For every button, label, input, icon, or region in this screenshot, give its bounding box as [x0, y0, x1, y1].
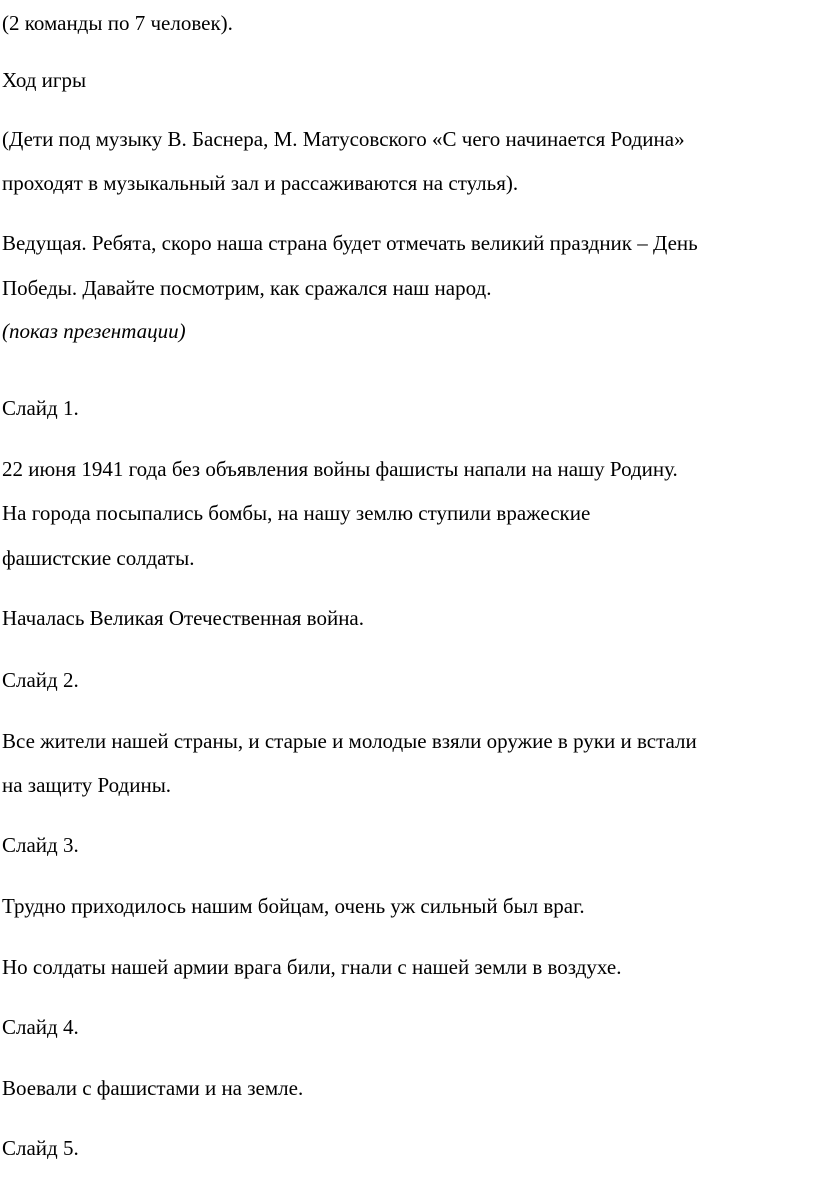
presentation-note: (показ презентации) [2, 319, 186, 343]
slide-1-text-line-3: фашистские солдаты. [2, 546, 195, 570]
slide-1-text-line-2: На города посыпались бомбы, на нашу землю ступили вражеские [2, 501, 591, 525]
slide-2-heading: Слайд 2. [2, 668, 79, 692]
slide-5-heading: Слайд 5. [2, 1136, 79, 1160]
stage-direction-line-2: проходят в музыкальный зал и рассаживаются на стулья). [2, 171, 519, 195]
slide-3-text-line-1: Трудно приходилось нашим бойцам, очень уж сильный был враг. [2, 894, 585, 918]
slide-4-text-line-1: Воевали с фашистами и на земле. [2, 1076, 304, 1100]
teams-note: (2 команды по 7 человек). [2, 11, 233, 35]
slide-1-text-line-4: Началась Великая Отечественная война. [2, 606, 365, 630]
slide-2-text-line-2: на защиту Родины. [2, 773, 172, 797]
stage-direction-line-1: (Дети под музыку В. Баснера, М. Матусовского «С чего начинается Родина» [2, 127, 685, 151]
slide-2-text-line-1: Все жители нашей страны, и старые и молодые взяли оружие в руки и встали [2, 729, 697, 753]
slide-4-heading: Слайд 4. [2, 1015, 79, 1039]
slide-3-text-line-2: Но солдаты нашей армии врага били, гнали с нашей земли в воздухе. [2, 955, 622, 979]
slide-1-text-line-1: 22 июня 1941 года без объявления войны фашисты напали на нашу Родину. [2, 457, 678, 481]
section-heading-game-course: Ход игры [2, 68, 87, 92]
host-speech-line-2: Победы. Давайте посмотрим, как сражался наш народ. [2, 276, 492, 300]
host-speech-line-1: Ведущая. Ребята, скоро наша страна будет отмечать великий праздник – День [2, 231, 698, 255]
slide-1-heading: Слайд 1. [2, 396, 79, 420]
slide-3-heading: Слайд 3. [2, 833, 79, 857]
